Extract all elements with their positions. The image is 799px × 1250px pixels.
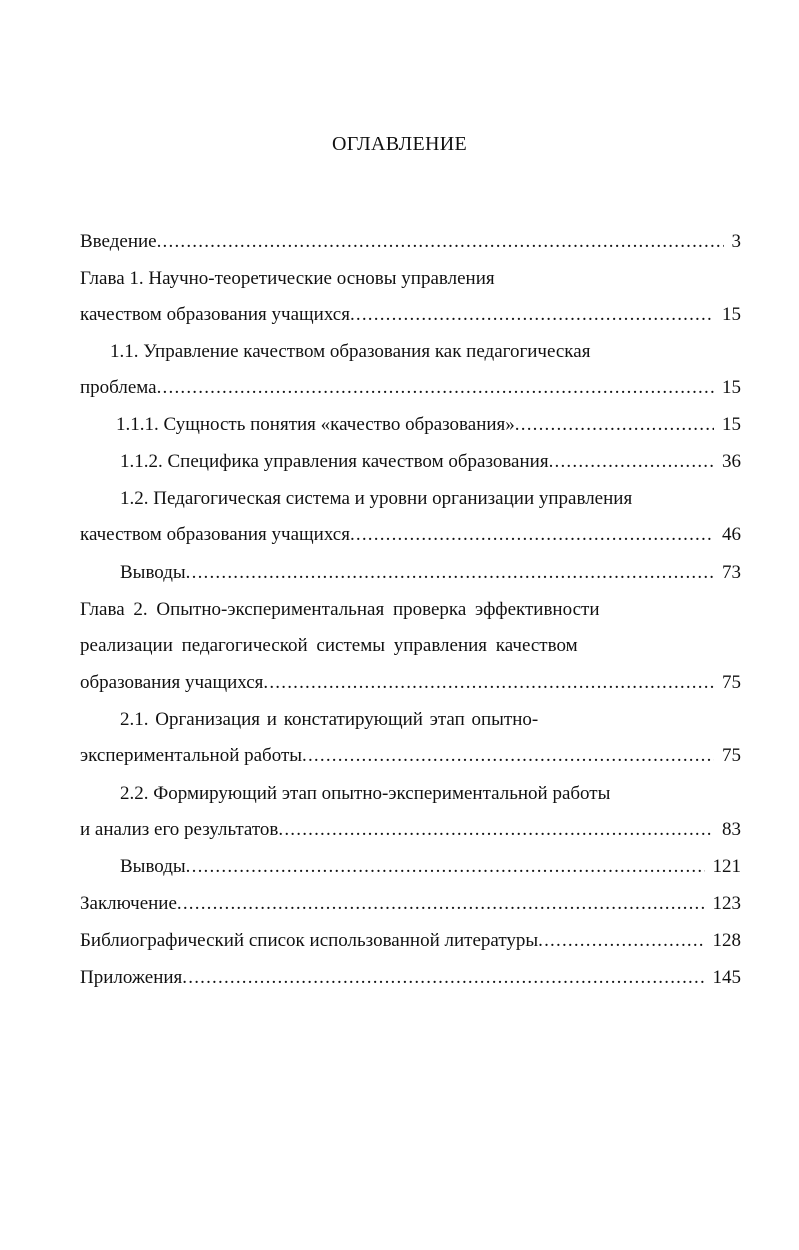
toc-chapter-1-title: Глава 1. Научно-теоретические основы управления — [80, 268, 495, 289]
page-number: 15 — [722, 414, 741, 435]
page-number: 75 — [722, 745, 741, 766]
toc-entry-section-1-1[interactable] — [80, 375, 741, 401]
toc-section-1-1-title: 1.1. Управление качеством образования как педагогическая — [110, 341, 591, 362]
page-number: 15 — [722, 377, 741, 398]
dot-leader — [182, 965, 704, 991]
toc-entry-conclusion[interactable] — [80, 891, 741, 917]
toc-entry-label: Выводы — [120, 562, 186, 583]
dot-leader — [186, 560, 714, 586]
toc-entry-section-2-2[interactable] — [80, 817, 741, 843]
page-number: 123 — [712, 893, 741, 914]
toc-entry-section-1-2[interactable] — [80, 522, 741, 548]
toc-chapter-2-title-cont: реализации педагогической системы управления качеством — [80, 635, 578, 656]
toc-entry-label: образования учащихся — [80, 672, 264, 693]
toc-entry-label: Заключение — [80, 893, 177, 914]
page-number: 75 — [722, 672, 741, 693]
dot-leader — [177, 891, 705, 917]
page-number: 83 — [722, 819, 741, 840]
toc-entry-appendices[interactable] — [80, 965, 741, 991]
page-number: 121 — [712, 856, 741, 877]
toc-entry-label: 1.1.1. Сущность понятия «качество образования» — [116, 414, 515, 435]
dot-leader — [157, 375, 714, 401]
dot-leader — [538, 928, 704, 954]
dot-leader — [157, 229, 724, 255]
toc-entry-section-2-1[interactable] — [80, 743, 741, 769]
toc-section-2-2-title: 2.2. Формирующий этап опытно-экспериментальной работы — [120, 783, 611, 804]
toc-entry-bibliography[interactable] — [80, 928, 741, 954]
dot-leader — [350, 522, 714, 548]
toc-section-1-2-title: 1.2. Педагогическая система и уровни организации управления — [120, 488, 633, 509]
dot-leader — [302, 743, 714, 769]
toc-entry-intro[interactable] — [80, 229, 741, 255]
dot-leader — [278, 817, 714, 843]
toc-entry-section-1-1-2[interactable] — [120, 449, 741, 475]
dot-leader — [186, 854, 705, 880]
dot-leader — [515, 412, 714, 438]
dot-leader — [350, 302, 714, 328]
toc-entry-label: Введение — [80, 231, 157, 252]
page-number: 3 — [731, 231, 741, 252]
toc-entry-chapter-2[interactable] — [80, 670, 741, 696]
page-number: 36 — [722, 451, 741, 472]
toc-entry-label: 1.1.2. Специфика управления качеством образования — [120, 451, 549, 472]
toc-entry-label: экспериментальной работы — [80, 745, 303, 766]
dot-leader — [549, 449, 714, 475]
page-title: ОГЛАВЛЕНИЕ — [332, 133, 467, 155]
toc-chapter-2-title: Глава 2. Опытно-экспериментальная проверка эффективности — [80, 599, 600, 620]
dot-leader — [263, 670, 714, 696]
page-number: 15 — [722, 304, 741, 325]
page-number: 145 — [712, 967, 741, 988]
toc-entry-label: проблема — [80, 377, 157, 398]
toc-section-2-1-title: 2.1. Организация и констатирующий этап опытно- — [120, 709, 539, 730]
toc-entry-label: качеством образования учащихся — [80, 524, 350, 545]
page-number: 73 — [722, 562, 741, 583]
toc-entry-label: и анализ его результатов — [80, 819, 279, 840]
toc-entry-chapter-1[interactable] — [80, 302, 741, 328]
toc-entry-label: Библиографический список использованной литературы — [80, 930, 539, 951]
toc-entry-conclusions-1[interactable] — [120, 560, 741, 586]
page-number: 128 — [712, 930, 741, 951]
toc-entry-section-1-1-1[interactable] — [116, 412, 741, 438]
page-number: 46 — [722, 524, 741, 545]
toc-entry-label: качеством образования учащихся — [80, 304, 350, 325]
toc-entry-label: Выводы — [120, 856, 186, 877]
toc-entry-conclusions-2[interactable] — [120, 854, 741, 880]
toc-entry-label: Приложения — [80, 967, 183, 988]
